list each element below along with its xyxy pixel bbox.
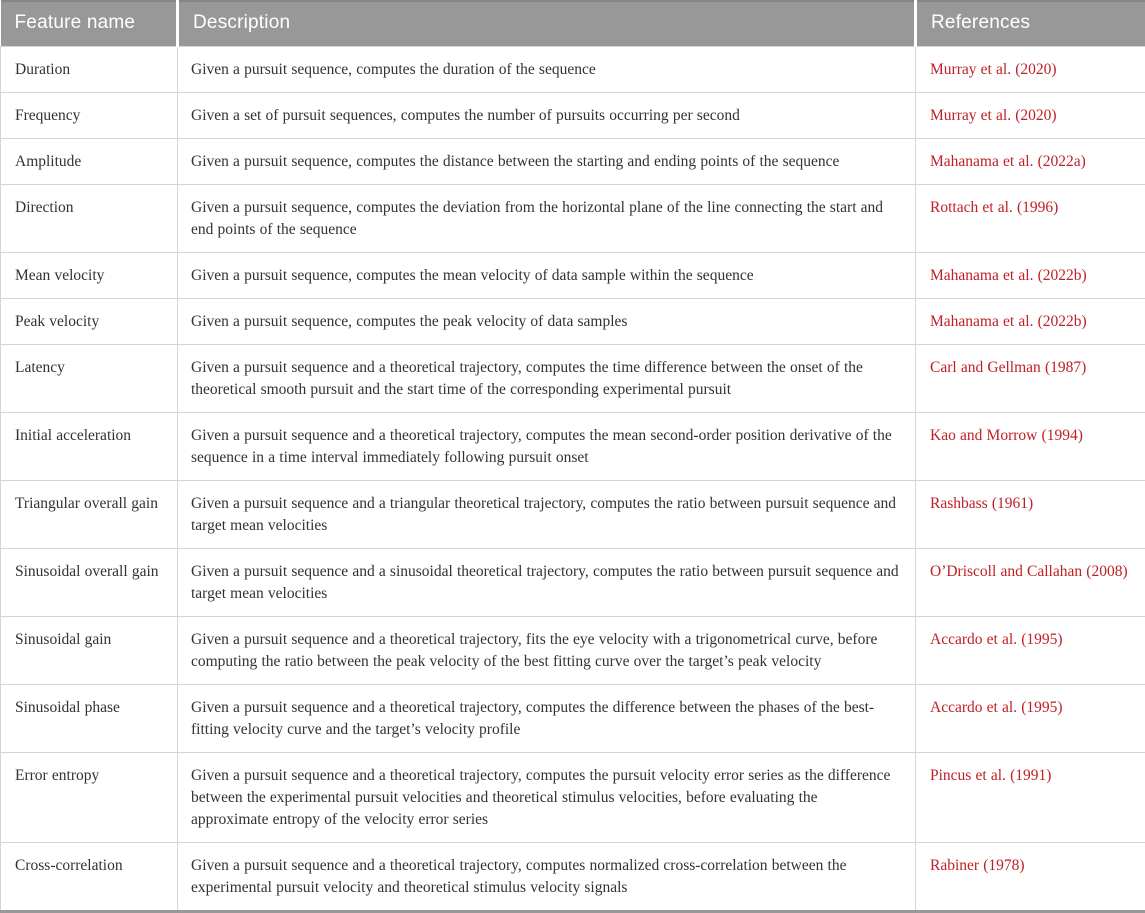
reference-link[interactable]: Murray et al. (2020) xyxy=(930,61,1057,78)
reference-cell xyxy=(916,252,1145,298)
table-row xyxy=(1,138,1145,184)
header-row xyxy=(1,1,1145,46)
reference-link[interactable]: O’Driscoll and Callahan (2008) xyxy=(930,563,1128,580)
reference-link[interactable]: Carl and Gellman (1987) xyxy=(930,359,1086,376)
reference-cell xyxy=(916,138,1145,184)
feature-name-cell: Latency xyxy=(1,344,178,412)
feature-name-cell: Amplitude xyxy=(1,138,178,184)
feature-name-cell: Sinusoidal overall gain xyxy=(1,548,178,616)
reference-link[interactable]: Accardo et al. (1995) xyxy=(930,699,1063,716)
description-cell: Given a pursuit sequence, computes the distance between the starting and ending points of the sequence xyxy=(178,138,916,184)
feature-name-cell: Frequency xyxy=(1,92,178,138)
reference-cell xyxy=(916,548,1145,616)
reference-link[interactable]: Mahanama et al. (2022b) xyxy=(930,267,1087,284)
feature-name-cell: Duration xyxy=(1,46,178,92)
reference-cell xyxy=(916,184,1145,252)
table-row xyxy=(1,184,1145,252)
description-cell: Given a pursuit sequence and a theoretical trajectory, fits the eye velocity with a trigonometrical curve, before computing the ratio between the peak velocity of the best fitting curve over the target’s peak velocity xyxy=(178,616,916,684)
description-cell: Given a pursuit sequence and a triangular theoretical trajectory, computes the ratio between pursuit sequence and target mean velocities xyxy=(178,480,916,548)
description-cell: Given a pursuit sequence and a theoretical trajectory, computes the time difference between the onset of the theoretical smooth pursuit and the start time of the corresponding experimental pursuit xyxy=(178,344,916,412)
description-cell: Given a pursuit sequence, computes the peak velocity of data samples xyxy=(178,298,916,344)
description-cell: Given a pursuit sequence and a sinusoidal theoretical trajectory, computes the ratio between pursuit sequence and target mean velocities xyxy=(178,548,916,616)
table-header xyxy=(1,1,1145,46)
feature-name-cell: Direction xyxy=(1,184,178,252)
description-cell: Given a pursuit sequence and a theoretical trajectory, computes the pursuit velocity error series as the difference between the experimental pursuit velocities and theoretical stimulus velocities, before evaluating the approximate entropy of the velocity error series xyxy=(178,752,916,842)
table-row xyxy=(1,842,1145,911)
table-row xyxy=(1,92,1145,138)
description-cell: Given a pursuit sequence and a theoretical trajectory, computes the difference between the phases of the best-fitting velocity curve and the target’s velocity profile xyxy=(178,684,916,752)
table-row xyxy=(1,616,1145,684)
reference-cell xyxy=(916,92,1145,138)
reference-cell xyxy=(916,46,1145,92)
reference-link[interactable]: Murray et al. (2020) xyxy=(930,107,1057,124)
reference-cell xyxy=(916,298,1145,344)
description-cell: Given a pursuit sequence, computes the duration of the sequence xyxy=(178,46,916,92)
table-row xyxy=(1,344,1145,412)
reference-link[interactable]: Mahanama et al. (2022b) xyxy=(930,313,1087,330)
table-row xyxy=(1,752,1145,842)
reference-link[interactable]: Rottach et al. (1996) xyxy=(930,199,1058,216)
table-row xyxy=(1,548,1145,616)
table-row xyxy=(1,684,1145,752)
description-cell: Given a pursuit sequence, computes the mean velocity of data sample within the sequence xyxy=(178,252,916,298)
column-header-description: Description xyxy=(178,1,916,46)
table-row xyxy=(1,480,1145,548)
feature-name-cell: Cross-correlation xyxy=(1,842,178,911)
table-row xyxy=(1,46,1145,92)
description-cell: Given a pursuit sequence, computes the deviation from the horizontal plane of the line connecting the start and end points of the sequence xyxy=(178,184,916,252)
reference-link[interactable]: Pincus et al. (1991) xyxy=(930,767,1051,784)
feature-name-cell: Error entropy xyxy=(1,752,178,842)
feature-name-cell: Triangular overall gain xyxy=(1,480,178,548)
reference-link[interactable]: Rabiner (1978) xyxy=(930,857,1025,874)
feature-name-cell: Initial acceleration xyxy=(1,412,178,480)
description-cell: Given a pursuit sequence and a theoretical trajectory, computes the mean second-order position derivative of the sequence in a time interval immediately following pursuit onset xyxy=(178,412,916,480)
feature-name-cell: Peak velocity xyxy=(1,298,178,344)
description-cell: Given a pursuit sequence and a theoretical trajectory, computes normalized cross-correlation between the experimental pursuit velocity and theoretical stimulus velocity signals xyxy=(178,842,916,911)
table-row xyxy=(1,252,1145,298)
column-header-feature-name: Feature name xyxy=(1,1,178,46)
feature-name-cell: Mean velocity xyxy=(1,252,178,298)
column-header-references: References xyxy=(916,1,1145,46)
table-row xyxy=(1,298,1145,344)
reference-link[interactable]: Rashbass (1961) xyxy=(930,495,1033,512)
reference-link[interactable]: Kao and Morrow (1994) xyxy=(930,427,1083,444)
feature-name-cell: Sinusoidal phase xyxy=(1,684,178,752)
reference-cell xyxy=(916,616,1145,684)
reference-link[interactable]: Mahanama et al. (2022a) xyxy=(930,153,1086,170)
reference-link[interactable]: Accardo et al. (1995) xyxy=(930,631,1063,648)
description-cell: Given a set of pursuit sequences, computes the number of pursuits occurring per second xyxy=(178,92,916,138)
reference-cell xyxy=(916,842,1145,911)
reference-cell xyxy=(916,412,1145,480)
reference-cell xyxy=(916,752,1145,842)
feature-name-cell: Sinusoidal gain xyxy=(1,616,178,684)
reference-cell xyxy=(916,480,1145,548)
reference-cell xyxy=(916,684,1145,752)
reference-cell xyxy=(916,344,1145,412)
table-body xyxy=(1,46,1145,911)
table-row xyxy=(1,412,1145,480)
